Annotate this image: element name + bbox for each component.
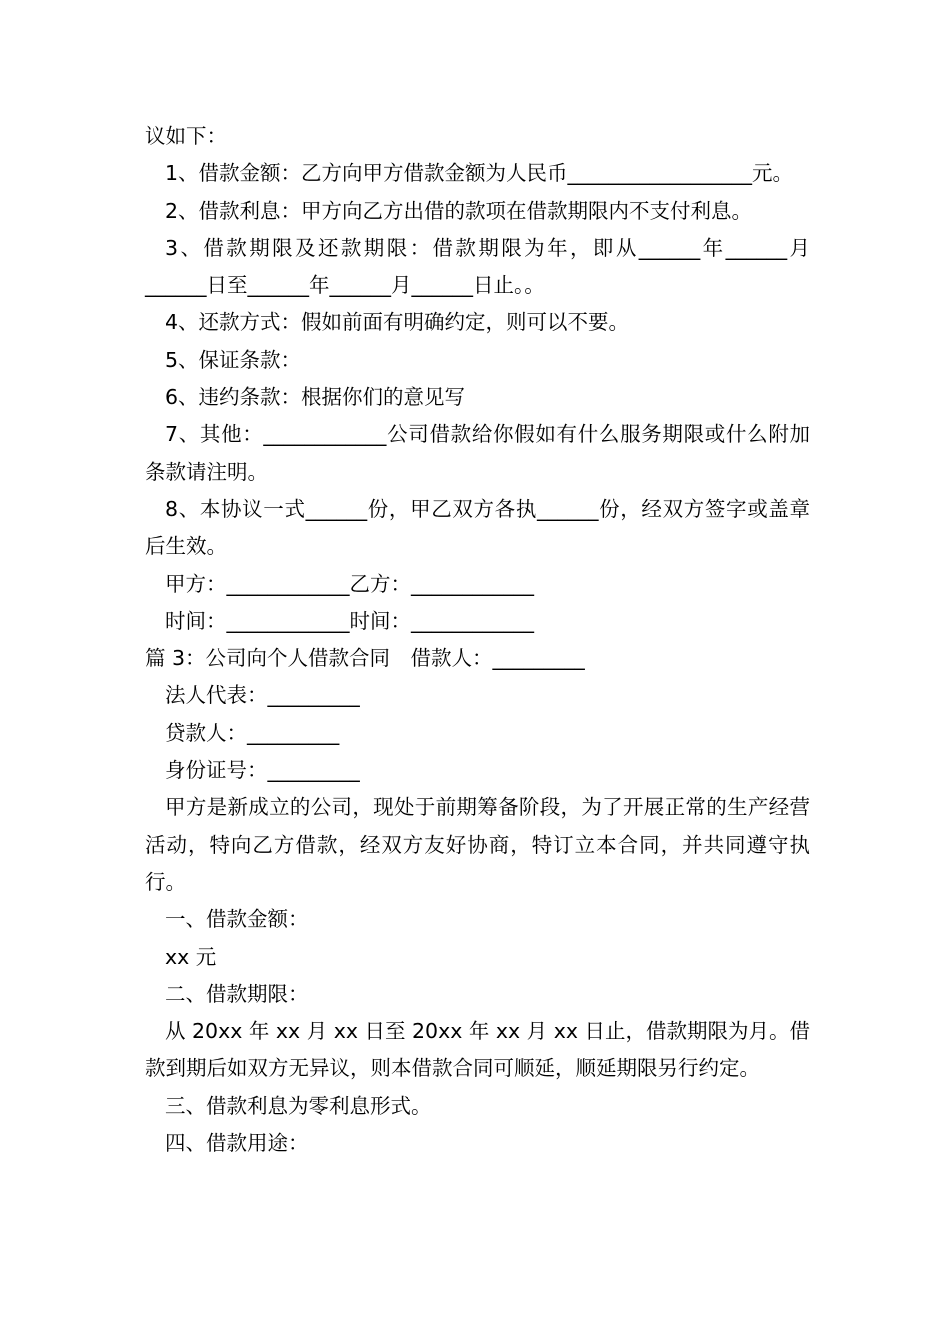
paragraph: 贷款人：_________ (165, 720, 340, 745)
paragraph: 2、借款利息：甲方向乙方出借的款项在借款期限内不支付利息。 (165, 198, 753, 223)
paragraph: 8、本协议一式______份，甲乙双方各执______份，经双方签字或盖章后生效。 (145, 496, 810, 559)
paragraph: 1、借款金额：乙方向甲方借款金额为人民币__________________元。 (165, 161, 794, 186)
clause-heading: 一、借款金额： (165, 907, 309, 932)
paragraph: 6、违约条款：根据你们的意见写 (165, 385, 466, 410)
paragraph: 7、其他：____________公司借款给你假如有什么服务期限或什么附加条款请注明。 (145, 422, 810, 484)
clause-heading: 三、借款利息为零利息形式。 (165, 1093, 432, 1118)
paragraph: 甲方是新成立的公司，现处于前期筹备阶段，为了开展正常的生产经营活动，特向乙方借款，经双方友好协商，特订立本合同，并共同遵守执行。 (145, 795, 810, 894)
clause-heading: 二、借款期限： (165, 981, 309, 1006)
paragraph: 3、借款期限及还款期限：借款期限为年，即从______年______月______日至______年______月______日止。。 (145, 235, 810, 298)
paragraph: xx 元 (165, 944, 217, 969)
paragraph: 身份证号：_________ (165, 758, 360, 783)
clause-heading: 四、借款用途： (165, 1131, 309, 1156)
signature-line: 甲方：____________乙方：____________ (165, 571, 534, 596)
date-line: 时间：____________时间：____________ (165, 608, 534, 633)
paragraph: 5、保证条款： (165, 347, 302, 372)
paragraph: 4、还款方式：假如前面有明确约定，则可以不要。 (165, 310, 630, 335)
paragraph: 议如下： (145, 124, 227, 148)
document-body (145, 118, 810, 1162)
paragraph: 从 20xx 年 xx 月 xx 日至 20xx 年 xx 月 xx 日止，借款期限为月。借款到期后如双方无异议，则本借款合同可顺延，顺延期限另行约定。 (145, 1019, 810, 1081)
paragraph: 法人代表：_________ (165, 683, 360, 708)
section-heading: 篇 3：公司向个人借款合同 借款人：_________ (145, 646, 585, 671)
